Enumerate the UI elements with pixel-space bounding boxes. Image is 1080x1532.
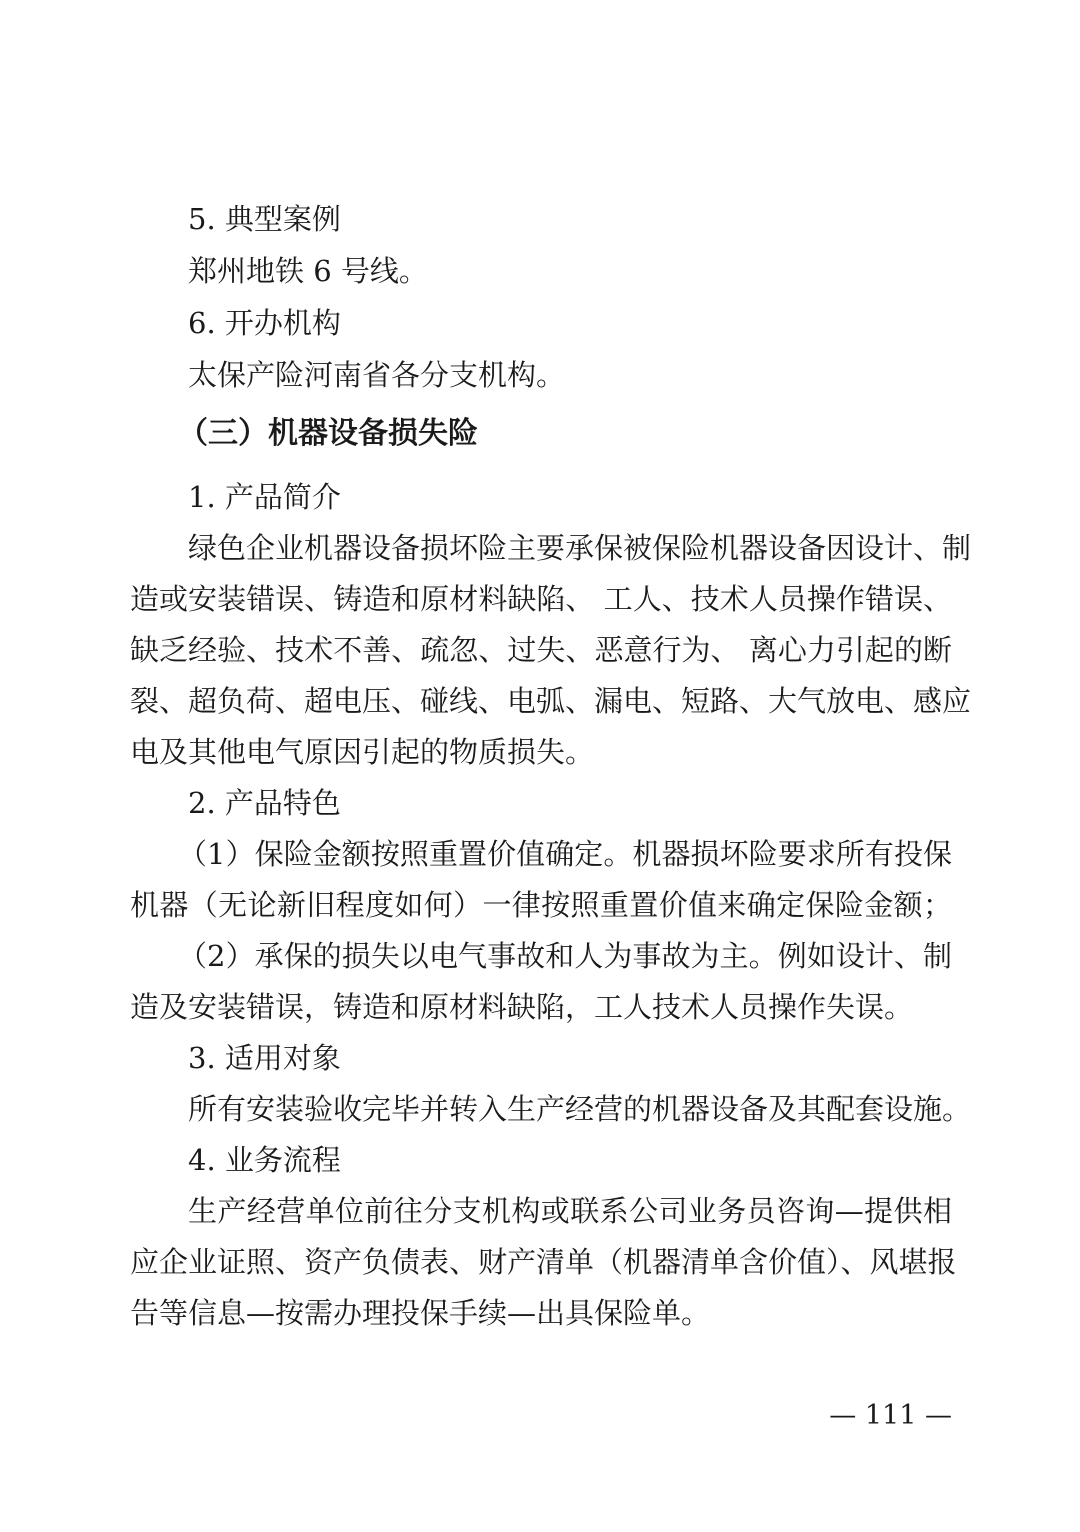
product-intro-line: 裂、超负荷、超电压、碰线、电弧、漏电、短路、大气放电、感应 [130,684,972,718]
section-heading-3: （三）机器设备损失险 [178,416,478,451]
business-process-title: 4. 业务流程 [188,1143,341,1177]
feature-item-1-line: 机器（无论新旧程度如何）一律按照重置价值来确定保险金额； [130,888,952,922]
business-process-line: 告等信息—按需办理投保手续—出具保险单。 [130,1296,711,1330]
product-intro-line: 缺乏经验、技术不善、疏忽、过失、恶意行为、 离心力引起的断 [130,633,952,667]
section-6-body: 太保产险河南省各分支机构。 [188,358,566,392]
product-intro-line: 电及其他电气原因引起的物质损失。 [130,735,595,769]
product-intro-title: 1. 产品简介 [188,480,341,514]
applicable-objects-body: 所有安装验收完毕并转入生产经营的机器设备及其配套设施。 [188,1092,972,1126]
product-features-title: 2. 产品特色 [188,786,341,820]
applicable-objects-title: 3. 适用对象 [188,1041,341,1075]
product-intro-line: 造或安装错误、铸造和原材料缺陷、 工人、技术人员操作错误、 [130,582,952,616]
business-process-line: 应企业证照、资产负债表、财产清单（机器清单含价值）、风堪报 [130,1245,957,1279]
section-6-title: 6. 开办机构 [188,306,341,340]
business-process-line: 生产经营单位前往分支机构或联系公司业务员咨询—提供相 [188,1194,952,1228]
feature-item-2-line: （2）承保的损失以电气事故和人为事故为主。例如设计、制 [178,939,952,973]
section-5-title: 5. 典型案例 [188,202,341,236]
feature-item-1-line: （1）保险金额按照重置价值确定。机器损坏险要求所有投保 [178,837,952,871]
section-5-body: 郑州地铁 6 号线。 [188,254,428,288]
product-intro-line: 绿色企业机器设备损坏险主要承保被保险机器设备因设计、制 [188,531,972,565]
feature-item-2-line: 造及安装错误，铸造和原材料缺陷，工人技术人员操作失误。 [130,990,914,1024]
page-number: — 111 — [829,1400,952,1431]
